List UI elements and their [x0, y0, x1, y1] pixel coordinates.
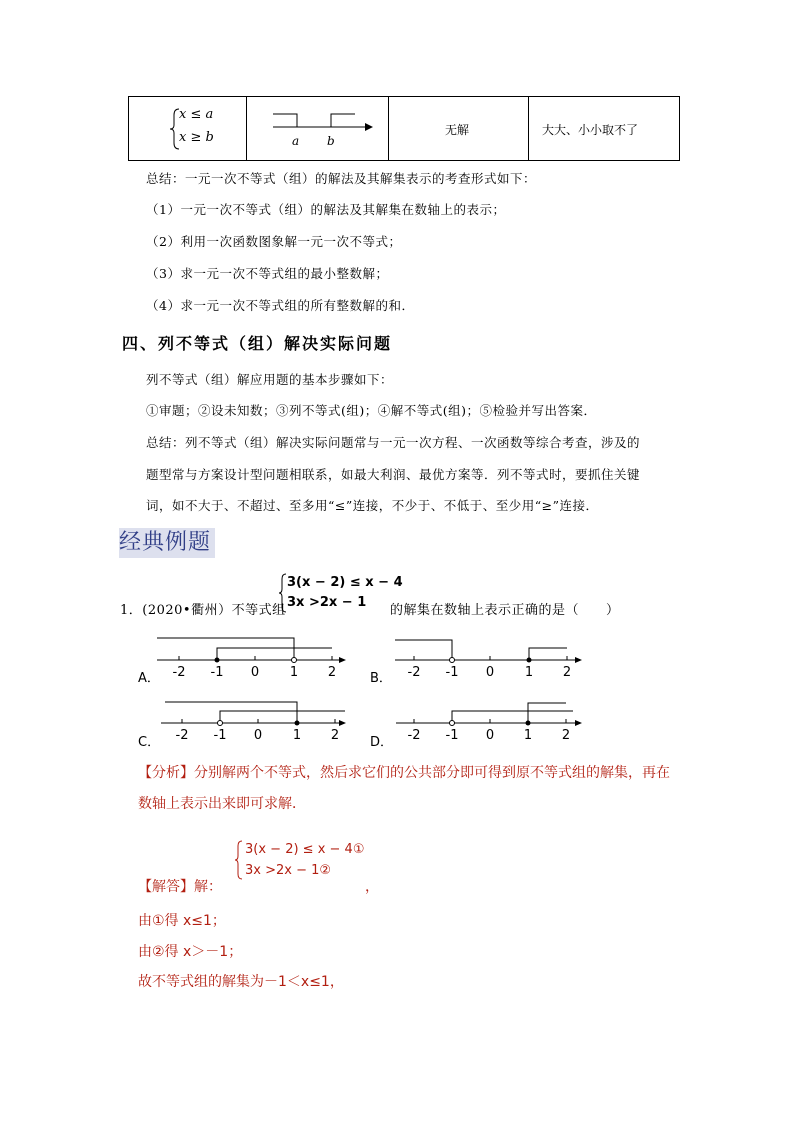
answer-step-3: 故不等式组的解集为－1＜x≤1， [138, 974, 344, 990]
classic-examples-banner: 经典例题 [119, 528, 215, 558]
option-a-tick-label: 1 [289, 665, 299, 680]
answer-step-1: 由①得 x≤1； [138, 913, 226, 929]
question-system-line-1: 3(x − 2) ≤ x − 4 [287, 575, 403, 590]
option-a-tick-label: -1 [210, 665, 224, 680]
option-b-tick-label: 1 [524, 665, 534, 680]
analysis-line-2: 数轴上表示出来即可求解． [138, 796, 306, 812]
analysis-tag: 【分析】 [138, 765, 194, 781]
option-b-tick-label: -2 [407, 665, 421, 680]
option-c-tick-label: 0 [253, 728, 263, 743]
summary-item-2: （2）利用一次函数图象解一元一次不等式； [146, 234, 402, 249]
option-a-tick-label: -2 [172, 665, 186, 680]
number-line-cell [247, 97, 389, 160]
option-d-tick-label: 1 [523, 728, 533, 743]
option-d-tick-label: 2 [561, 728, 571, 743]
question-number-source: 1．(2020•衢州）不等式组 [120, 603, 286, 618]
answer-step-2: 由②得 x＞－1； [138, 944, 243, 960]
answer-lead-line [138, 878, 222, 896]
inequality-table-row [128, 96, 680, 161]
option-b-number-line[interactable] [395, 640, 582, 680]
option-c-label[interactable]: C． [138, 735, 161, 750]
option-b-tick-label: 0 [485, 665, 495, 680]
option-d-tick-label: -2 [407, 728, 421, 743]
option-d-tick-label: 0 [485, 728, 495, 743]
option-d-label[interactable]: D． [370, 735, 394, 750]
summary-item-4: （4）求一元一次不等式组的所有整数解的和． [146, 298, 415, 313]
mnemonic-cell [529, 97, 679, 160]
option-a-label[interactable]: A． [138, 671, 160, 686]
answer-system-line-1: 3(x − 2) ≤ x − 4① [245, 842, 365, 857]
answer-system-brace [234, 840, 244, 880]
section-heading: 四、列不等式（组）解决实际问题 [122, 334, 393, 353]
option-c-number-line[interactable] [161, 702, 346, 743]
option-a-tick-label: 2 [327, 665, 337, 680]
steps-intro: 列不等式（组）解应用题的基本步骤如下： [146, 372, 394, 387]
axis-label-b: b [327, 134, 335, 148]
option-b-tick-label: 2 [562, 665, 572, 680]
option-b-label[interactable]: B． [370, 671, 392, 686]
answer-lead: 解： [194, 879, 222, 895]
analysis-text-1: 分别解两个不等式，然后求它们的公共部分即可得到原不等式组的解集，再在 [194, 765, 670, 781]
option-c-tick-label: 1 [292, 728, 302, 743]
option-d-tick-label: -1 [445, 728, 459, 743]
section-summary-line-2: 题型常与方案设计型问题相联系，如最大利润、最优方案等．列不等式时，要抓住关键 [146, 467, 641, 482]
solution-text: 无解 [445, 123, 470, 137]
option-a-tick-label: 0 [250, 665, 260, 680]
steps-list: ①审题；②设未知数；③列不等式(组)；④解不等式(组)；⑤检验并写出答案． [146, 403, 597, 418]
option-c-tick-label: -2 [175, 728, 189, 743]
question-stem: 的解集在数轴上表示正确的是（ ） [390, 603, 620, 618]
option-c-tick-label: -1 [213, 728, 227, 743]
answer-comma: ， [365, 879, 380, 895]
answer-system-line-2: 3x >2x − 1② [245, 863, 332, 878]
option-c-tick-label: 2 [330, 728, 340, 743]
system-line-2: x ≥ b [179, 130, 214, 145]
system-cell [129, 97, 247, 160]
option-b-tick-label: -1 [445, 665, 459, 680]
option-number-lines [0, 630, 794, 750]
option-a-number-line[interactable] [157, 638, 346, 680]
summary-item-1: （1）一元一次不等式（组）的解法及其解集在数轴上的表示； [146, 202, 506, 217]
option-d-number-line[interactable] [396, 703, 582, 743]
summary-intro: 总结：一元一次不等式（组）的解法及其解集表示的考查形式如下： [146, 171, 537, 186]
summary-item-3: （3）求一元一次不等式组的最小整数解； [146, 266, 389, 281]
number-line-diagram [247, 97, 389, 160]
section-summary-line-1: 总结：列不等式（组）解决实际问题常与一元一次方程、一次函数等综合考查，涉及的 [146, 435, 641, 450]
system-line-1: x ≤ a [179, 107, 214, 122]
mnemonic-text: 大大、小小取不了 [542, 123, 639, 137]
question-system-line-2: 3x >2x − 1 [287, 595, 367, 610]
answer-tag: 【解答】 [138, 879, 194, 895]
axis-label-a: a [292, 134, 300, 148]
analysis-line-1 [138, 764, 670, 782]
section-summary-line-3: 词，如不大于、不超过、至多用“≤”连接，不少于、不低于、至少用“≥”连接． [146, 498, 599, 513]
solution-cell [389, 97, 529, 160]
